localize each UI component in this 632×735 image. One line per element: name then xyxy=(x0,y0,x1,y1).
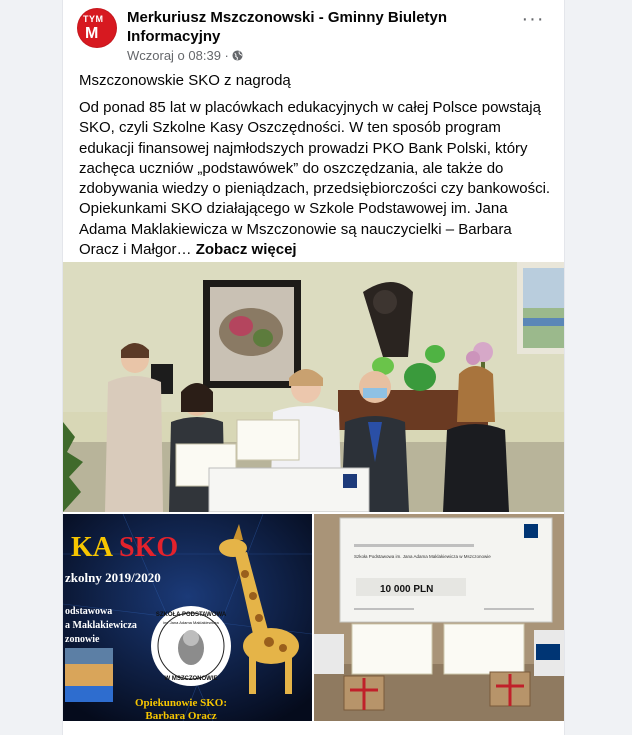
globe-icon xyxy=(232,50,243,61)
avatar-logo-top: TYM xyxy=(83,14,104,24)
seal-middle-text: im. Jana Adama Maklakiewicza xyxy=(163,620,219,625)
poster-caption-line2: Barbara Oracz xyxy=(145,710,217,721)
post-timestamp[interactable]: Wczoraj o 08:39 · xyxy=(127,48,229,63)
poster-school-year: zkolny 2019/2020 xyxy=(65,570,161,585)
post-body-text: Od ponad 85 lat w placówkach edukacyjnych w całej Polsce powstają SKO, czyli Szkolne Kasy Oszczędności. W ten sposób program edukacji finansowej najmłodszych prowadzi PKO Bank Polski, który zachęca uczniów „podstawówek” do oszczędzania, ale także do zdobywania wiedzy o pieniądzach, przedsiębiorczości czy bankowości. Opiekunkami SKO działającego w Szkole Podstawowej im. Jana Adama Maklakiewicza w Mszczonowie są nauczycielki – Barbara Oracz i Małgor… xyxy=(79,99,551,259)
poster-title-ka: KA xyxy=(71,532,113,563)
poster-caption-line1: Opiekunowie SKO: xyxy=(135,697,227,709)
post-photo-main[interactable] xyxy=(63,262,564,512)
poster-school-line1: odstawowa xyxy=(65,606,113,617)
page-name-link[interactable]: Merkuriusz Mszczonowski - Gminny Biuletyn Informacyjny xyxy=(127,9,448,45)
post-text xyxy=(79,98,554,260)
poster-title-sko: SKO xyxy=(119,532,179,563)
seal-bottom-text: W MSZCZONOWIE xyxy=(164,676,218,682)
cheque-amount: 10 000 PLN xyxy=(380,584,434,595)
poster-school-line3: zonowie xyxy=(65,634,100,645)
post-photo-sko-poster[interactable] xyxy=(63,514,312,721)
seal-top-text: SZKOŁA PODSTAWOWA xyxy=(155,612,227,618)
post-photo-cheque[interactable] xyxy=(314,514,564,721)
post-card xyxy=(62,0,565,735)
page-avatar[interactable] xyxy=(77,8,117,48)
see-more-link[interactable]: Zobacz więcej xyxy=(195,241,297,259)
poster-school-line2: a Maklakiewicza xyxy=(65,620,137,631)
cheque-recipient: Szkoła Podstawowa im. Jana Adama Maklakiewicza w Mszczonowie xyxy=(354,554,491,559)
post-title: Mszczonowskie SKO z nagrodą xyxy=(79,72,291,89)
post-meta xyxy=(127,48,243,63)
avatar-logo-bottom: M xyxy=(85,25,99,42)
more-options-button[interactable]: ··· xyxy=(521,8,545,30)
